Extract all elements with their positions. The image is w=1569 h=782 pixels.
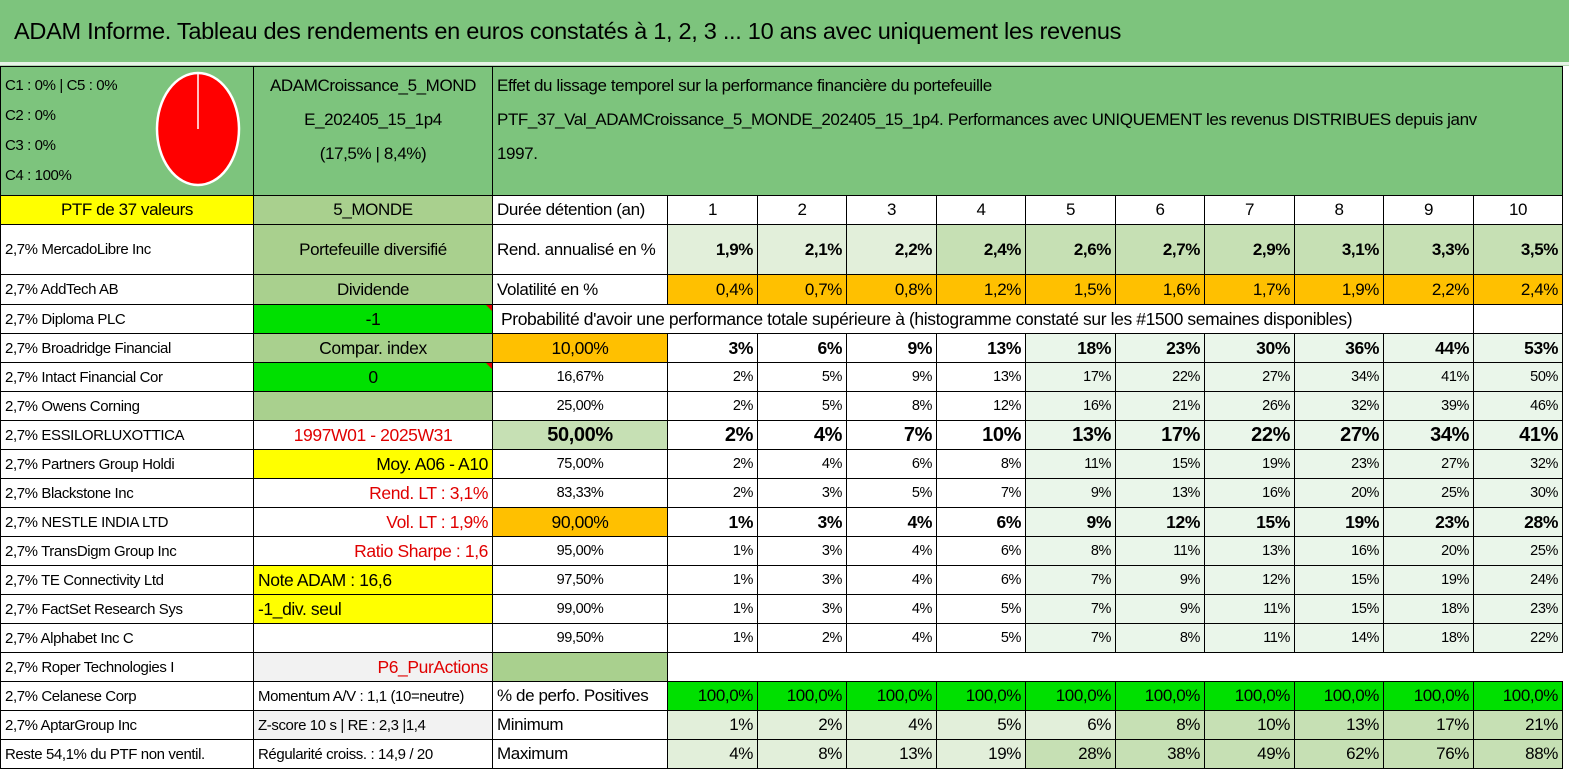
holding-name: 2,7% AptarGroup Inc — [1, 711, 254, 740]
holding-name: 2,7% Alphabet Inc C — [1, 624, 254, 653]
info-cell: Momentum A/V : 1,1 (10=neutre) — [254, 682, 493, 711]
min-label: Minimum — [493, 711, 668, 740]
proba-value: 5% — [758, 363, 847, 392]
proba-value: 8% — [937, 450, 1026, 479]
proba-value: 19% — [1295, 508, 1384, 537]
proba-value: 34% — [1295, 363, 1384, 392]
proba-value: 1% — [668, 537, 758, 566]
table-row — [1, 682, 1563, 711]
max-value: 62% — [1295, 740, 1384, 769]
proba-value: 30% — [1205, 334, 1295, 363]
proba-value: 20% — [1384, 537, 1474, 566]
empty-cell — [758, 653, 847, 682]
performance-table — [0, 66, 1563, 769]
proba-value: 4% — [847, 508, 937, 537]
proba-value: 19% — [1384, 566, 1474, 595]
proba-value: 2% — [668, 450, 758, 479]
proba-value: 32% — [1295, 392, 1384, 421]
proba-value: 11% — [1026, 450, 1116, 479]
year-header: 1 — [668, 196, 758, 225]
max-value: 19% — [937, 740, 1026, 769]
table-row — [1, 508, 1563, 537]
proba-value: 5% — [758, 392, 847, 421]
ptf-count: PTF de 37 valeurs — [1, 196, 254, 225]
pos-value: 100,0% — [1295, 682, 1384, 711]
rend-value: 2,7% — [1116, 225, 1205, 275]
holding-name: 2,7% Celanese Corp — [1, 682, 254, 711]
vol-value: 2,2% — [1384, 275, 1474, 305]
table-row — [1, 305, 1563, 334]
info-cell: 1997W01 - 2025W31 — [254, 421, 493, 450]
proba-value: 4% — [847, 566, 937, 595]
proba-value: 3% — [758, 508, 847, 537]
proba-value: 15% — [1116, 450, 1205, 479]
max-value: 88% — [1474, 740, 1563, 769]
empty-cell — [1116, 653, 1205, 682]
proba-value: 18% — [1026, 334, 1116, 363]
holding-name: 2,7% Roper Technologies I — [1, 653, 254, 682]
proba-value: 6% — [847, 450, 937, 479]
info-cell: 0 — [254, 363, 493, 392]
info-cell: P6_PurActions — [254, 653, 493, 682]
proba-value: 22% — [1474, 624, 1563, 653]
min-value: 10% — [1205, 711, 1295, 740]
min-value: 8% — [1116, 711, 1205, 740]
proba-value: 7% — [937, 479, 1026, 508]
proba-value: 6% — [937, 508, 1026, 537]
empty-cell — [1026, 653, 1116, 682]
info-cell: Moy. A06 - A10 — [254, 450, 493, 479]
quantile: 83,33% — [493, 479, 668, 508]
pos-label: % de perfo. Positives — [493, 682, 668, 711]
rend-value: 2,1% — [758, 225, 847, 275]
proba-value: 19% — [1205, 450, 1295, 479]
holding-name: 2,7% Broadridge Financial — [1, 334, 254, 363]
table-row — [1, 537, 1563, 566]
empty-green-cell — [493, 653, 668, 682]
info-cell: Note ADAM : 16,6 — [254, 566, 493, 595]
proba-value: 6% — [937, 537, 1026, 566]
proba-value: 16% — [1295, 537, 1384, 566]
proba-label: Probabilité d'avoir une performance totale supérieure à (histogramme constaté sur les #1500 semaines disponibles) — [493, 305, 1474, 334]
proba-value: 4% — [758, 421, 847, 450]
info-cell: Compar. index — [254, 334, 493, 363]
proba-value: 2% — [668, 479, 758, 508]
proba-value: 5% — [937, 624, 1026, 653]
max-value: 49% — [1205, 740, 1295, 769]
vol-value: 1,6% — [1116, 275, 1205, 305]
allocation-line-4: C4 : 100% — [5, 167, 72, 184]
pos-value: 100,0% — [1474, 682, 1563, 711]
proba-value: 11% — [1205, 624, 1295, 653]
proba-value: 9% — [847, 334, 937, 363]
proba-value: 10% — [937, 421, 1026, 450]
description-line-3: 1997. — [497, 144, 538, 163]
proba-value: 6% — [758, 334, 847, 363]
proba-value: 32% — [1474, 450, 1563, 479]
proba-value: 8% — [1116, 624, 1205, 653]
proba-value: 23% — [1295, 450, 1384, 479]
info-cell: Portefeuille diversifié — [254, 225, 493, 275]
proba-value: 4% — [847, 537, 937, 566]
proba-value: 5% — [937, 595, 1026, 624]
allocation-cell — [1, 67, 254, 196]
proba-value: 13% — [1026, 421, 1116, 450]
info-cell — [254, 392, 493, 421]
info-cell: Ratio Sharpe : 1,6 — [254, 537, 493, 566]
info-cell: -1 — [254, 305, 493, 334]
info-cell: Vol. LT : 1,9% — [254, 508, 493, 537]
proba-value: 15% — [1205, 508, 1295, 537]
description-cell — [493, 67, 1563, 196]
proba-value: 46% — [1474, 392, 1563, 421]
proba-value: 1% — [668, 566, 758, 595]
proba-value: 14% — [1295, 624, 1384, 653]
empty-cell — [1474, 305, 1563, 334]
proba-value: 3% — [758, 566, 847, 595]
proba-value: 6% — [937, 566, 1026, 595]
holding-name: 2,7% ESSILORLUXOTTICA — [1, 421, 254, 450]
proba-value: 7% — [1026, 566, 1116, 595]
empty-cell — [1205, 653, 1295, 682]
min-value: 5% — [937, 711, 1026, 740]
pos-value: 100,0% — [668, 682, 758, 711]
max-value: 38% — [1116, 740, 1205, 769]
proba-value: 25% — [1474, 537, 1563, 566]
description-line-2: PTF_37_Val_ADAMCroissance_5_MONDE_202405_15_1p4. Performances avec UNIQUEMENT les revenus DISTRIBUES depuis janv — [497, 110, 1477, 129]
proba-value: 13% — [1205, 537, 1295, 566]
proba-value: 17% — [1026, 363, 1116, 392]
quantile: 99,00% — [493, 595, 668, 624]
table-row — [1, 196, 1563, 225]
pos-value: 100,0% — [1205, 682, 1295, 711]
holding-name: 2,7% Owens Corning — [1, 392, 254, 421]
holding-name: 2,7% FactSet Research Sys — [1, 595, 254, 624]
proba-value: 24% — [1474, 566, 1563, 595]
table-row — [1, 334, 1563, 363]
portfolio-name-line-1: ADAMCroissance_5_MOND — [269, 76, 477, 95]
proba-value: 11% — [1116, 537, 1205, 566]
pos-value: 100,0% — [1026, 682, 1116, 711]
proba-value: 7% — [1026, 624, 1116, 653]
proba-value: 16% — [1205, 479, 1295, 508]
table-row — [1, 363, 1563, 392]
proba-value: 5% — [847, 479, 937, 508]
proba-value: 13% — [1116, 479, 1205, 508]
holding-name: 2,7% Blackstone Inc — [1, 479, 254, 508]
max-value: 8% — [758, 740, 847, 769]
holding-name: 2,7% AddTech AB — [1, 275, 254, 305]
proba-value: 4% — [847, 624, 937, 653]
quantile: 25,00% — [493, 392, 668, 421]
holding-name: 2,7% Diploma PLC — [1, 305, 254, 334]
year-header: 10 — [1474, 196, 1563, 225]
proba-value: 4% — [847, 595, 937, 624]
proba-value: 9% — [1116, 566, 1205, 595]
rend-value: 1,9% — [668, 225, 758, 275]
proba-value: 23% — [1116, 334, 1205, 363]
info-cell: Z-score 10 s | RE : 2,3 |1,4 — [254, 711, 493, 740]
vol-value: 1,9% — [1295, 275, 1384, 305]
pos-value: 100,0% — [847, 682, 937, 711]
empty-cell — [1474, 653, 1563, 682]
proba-value: 9% — [847, 363, 937, 392]
vol-value: 2,4% — [1474, 275, 1563, 305]
proba-value: 30% — [1474, 479, 1563, 508]
proba-value: 8% — [847, 392, 937, 421]
min-value: 4% — [847, 711, 937, 740]
duration-label: Durée détention (an) — [493, 196, 668, 225]
quantile: 75,00% — [493, 450, 668, 479]
zone: 5_MONDE — [254, 196, 493, 225]
proba-value: 23% — [1474, 595, 1563, 624]
table-row — [1, 225, 1563, 275]
proba-value: 36% — [1295, 334, 1384, 363]
holding-name: 2,7% Partners Group Holdi — [1, 450, 254, 479]
table-row — [1, 275, 1563, 305]
description-line-1: Effet du lissage temporel sur la performance financière du portefeuille — [497, 76, 992, 95]
proba-value: 12% — [1116, 508, 1205, 537]
empty-cell — [937, 653, 1026, 682]
table-row — [1, 653, 1563, 682]
min-value: 21% — [1474, 711, 1563, 740]
vol-value: 0,4% — [668, 275, 758, 305]
table-row — [1, 711, 1563, 740]
pos-value: 100,0% — [1116, 682, 1205, 711]
proba-value: 2% — [758, 624, 847, 653]
allocation-line-2: C2 : 0% — [5, 107, 56, 124]
proba-value: 1% — [668, 624, 758, 653]
vol-value: 1,2% — [937, 275, 1026, 305]
min-value: 17% — [1384, 711, 1474, 740]
proba-value: 7% — [847, 421, 937, 450]
proba-value: 4% — [758, 450, 847, 479]
proba-value: 12% — [1205, 566, 1295, 595]
year-header: 4 — [937, 196, 1026, 225]
proba-value: 22% — [1205, 421, 1295, 450]
holding-name: Reste 54,1% du PTF non ventil. — [1, 740, 254, 769]
rend-value: 2,2% — [847, 225, 937, 275]
quantile: 90,00% — [493, 508, 668, 537]
proba-value: 1% — [668, 508, 758, 537]
table-row — [1, 479, 1563, 508]
table-row — [1, 740, 1563, 769]
proba-value: 2% — [668, 421, 758, 450]
holding-name: 2,7% Intact Financial Cor — [1, 363, 254, 392]
portfolio-name-line-2: E_202405_15_1p4 — [304, 110, 442, 129]
proba-value: 27% — [1205, 363, 1295, 392]
info-cell: Dividende — [254, 275, 493, 305]
proba-value: 15% — [1295, 566, 1384, 595]
proba-value: 13% — [937, 334, 1026, 363]
proba-value: 34% — [1384, 421, 1474, 450]
proba-value: 21% — [1116, 392, 1205, 421]
rend-value: 2,9% — [1205, 225, 1295, 275]
proba-value: 1% — [668, 595, 758, 624]
year-header: 8 — [1295, 196, 1384, 225]
page-title: ADAM Informe. Tableau des rendements en euros constatés à 1, 2, 3 ... 10 ans avec uniquement les revenus — [0, 0, 1569, 62]
proba-value: 2% — [668, 392, 758, 421]
vol-label: Volatilité en % — [493, 275, 668, 305]
pos-value: 100,0% — [758, 682, 847, 711]
holding-name: 2,7% TransDigm Group Inc — [1, 537, 254, 566]
proba-value: 11% — [1205, 595, 1295, 624]
rend-value: 3,5% — [1474, 225, 1563, 275]
table-row — [1, 566, 1563, 595]
year-header: 7 — [1205, 196, 1295, 225]
proba-value: 22% — [1116, 363, 1205, 392]
proba-value: 17% — [1116, 421, 1205, 450]
proba-value: 2% — [668, 363, 758, 392]
proba-value: 25% — [1384, 479, 1474, 508]
allocation-line-1: C1 : 0% | C5 : 0% — [5, 77, 118, 94]
proba-value: 3% — [758, 479, 847, 508]
holding-name: 2,7% MercadoLibre Inc — [1, 225, 254, 275]
pos-value: 100,0% — [1384, 682, 1474, 711]
quantile: 99,50% — [493, 624, 668, 653]
year-header: 2 — [758, 196, 847, 225]
rend-value: 2,4% — [937, 225, 1026, 275]
empty-cell — [668, 653, 758, 682]
rend-value: 3,3% — [1384, 225, 1474, 275]
proba-value: 13% — [937, 363, 1026, 392]
year-header: 3 — [847, 196, 937, 225]
info-cell: Régularité croiss. : 14,9 / 20 — [254, 740, 493, 769]
proba-value: 9% — [1026, 508, 1116, 537]
quantile: 50,00% — [493, 421, 668, 450]
max-value: 28% — [1026, 740, 1116, 769]
max-value: 76% — [1384, 740, 1474, 769]
max-value: 4% — [668, 740, 758, 769]
empty-cell — [1295, 653, 1384, 682]
max-label: Maximum — [493, 740, 668, 769]
proba-value: 16% — [1026, 392, 1116, 421]
rend-value: 3,1% — [1295, 225, 1384, 275]
info-cell: Rend. LT : 3,1% — [254, 479, 493, 508]
quantile: 97,50% — [493, 566, 668, 595]
portfolio-name-cell — [254, 67, 493, 196]
proba-value: 7% — [1026, 595, 1116, 624]
proba-value: 9% — [1116, 595, 1205, 624]
min-value: 2% — [758, 711, 847, 740]
allocation-line-3: C3 : 0% — [5, 137, 56, 154]
table-row — [1, 421, 1563, 450]
proba-value: 23% — [1384, 508, 1474, 537]
table-row — [1, 595, 1563, 624]
rend-value: 2,6% — [1026, 225, 1116, 275]
proba-value: 12% — [937, 392, 1026, 421]
proba-value: 20% — [1295, 479, 1384, 508]
vol-value: 1,5% — [1026, 275, 1116, 305]
proba-value: 39% — [1384, 392, 1474, 421]
table-row — [1, 392, 1563, 421]
proba-value: 18% — [1384, 624, 1474, 653]
portfolio-name-line-3: (17,5% | 8,4%) — [319, 144, 427, 163]
proba-value: 9% — [1026, 479, 1116, 508]
vol-value: 0,8% — [847, 275, 937, 305]
proba-value: 8% — [1026, 537, 1116, 566]
proba-value: 41% — [1474, 421, 1563, 450]
max-value: 13% — [847, 740, 937, 769]
proba-value: 3% — [758, 537, 847, 566]
quantile: 16,67% — [493, 363, 668, 392]
vol-value: 0,7% — [758, 275, 847, 305]
allocation-pie-chart — [155, 71, 241, 187]
proba-value: 53% — [1474, 334, 1563, 363]
proba-value: 15% — [1295, 595, 1384, 624]
empty-cell — [1384, 653, 1474, 682]
proba-value: 3% — [758, 595, 847, 624]
proba-value: 28% — [1474, 508, 1563, 537]
proba-value: 26% — [1205, 392, 1295, 421]
empty-cell — [847, 653, 937, 682]
min-value: 1% — [668, 711, 758, 740]
holding-name: 2,7% TE Connectivity Ltd — [1, 566, 254, 595]
vol-value: 1,7% — [1205, 275, 1295, 305]
rend-label: Rend. annualisé en % — [493, 225, 668, 275]
min-value: 6% — [1026, 711, 1116, 740]
proba-value: 3% — [668, 334, 758, 363]
year-header: 5 — [1026, 196, 1116, 225]
proba-value: 18% — [1384, 595, 1474, 624]
proba-value: 50% — [1474, 363, 1563, 392]
pos-value: 100,0% — [937, 682, 1026, 711]
info-cell: -1_div. seul — [254, 595, 493, 624]
table-row — [1, 450, 1563, 479]
proba-value: 41% — [1384, 363, 1474, 392]
quantile: 10,00% — [493, 334, 668, 363]
year-header: 6 — [1116, 196, 1205, 225]
table-row — [1, 624, 1563, 653]
quantile: 95,00% — [493, 537, 668, 566]
proba-value: 27% — [1384, 450, 1474, 479]
holding-name: 2,7% NESTLE INDIA LTD — [1, 508, 254, 537]
proba-value: 27% — [1295, 421, 1384, 450]
info-cell — [254, 624, 493, 653]
min-value: 13% — [1295, 711, 1384, 740]
year-header: 9 — [1384, 196, 1474, 225]
proba-value: 44% — [1384, 334, 1474, 363]
